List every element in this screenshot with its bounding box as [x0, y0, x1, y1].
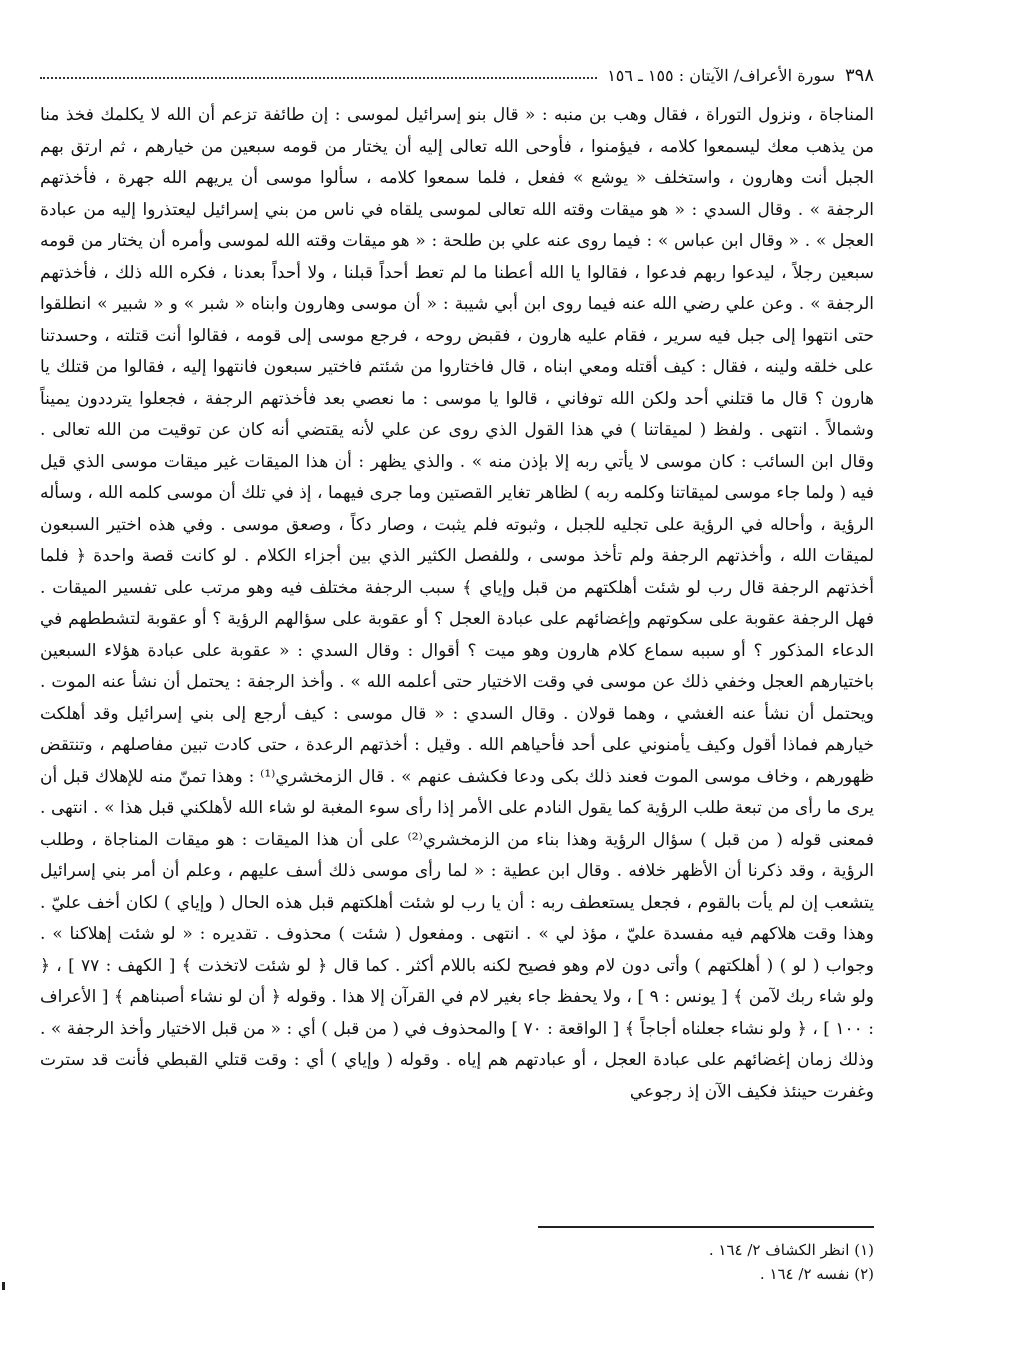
footnote-2: (٢) نفسه ٢/ ١٦٤ . [759, 1265, 874, 1283]
scan-margin-mark [2, 1282, 5, 1290]
body-text [40, 100, 874, 1108]
body-paragraph: المناجاة ، ونزول التوراة ، فقال وهب بن منبه : « قال بنو إسرائيل لموسى : إن طائفة تزعم أن الله لا يكلمك فخذ منا من يذهب معك ليسمعوا كلامه ، فيؤمنوا ، فأوحى الله تعالى إليه أن يختار من قومه سبعين من خيارهم ، ثم ارتق بهم الجبل أنت وهارون ، واستخلف « يوشع » ففعل ، فلما سمعوا كلامه ، سألوا موسى أن يريهم الله جهرة ، فأخذتهم الرجفة » . وقال السدي : « هو ميقات وقته الله تعالى لموسى يلقاه في ناس من بني إسرائيل ليعتذروا إليه من عبادة العجل » . « وقال ابن عباس » : فيما روى عنه علي بن طلحة : « هو ميقات وقته الله لموسى وأمره أن يختار من قومه سبعين رجلاً ، ليدعوا ربهم فدعوا ، فقالوا يا الله أعطنا ما لم تعط أحداً قبلنا ، ولا أحداً بعدنا ، فكره الله ذلك ، فأخذتهم الرجفة » . وعن علي رضي الله عنه فيما روى ابن أبي شيبة : « أن موسى وهارون وابناه « شبر » و « شبير » انطلقوا حتى انتهوا إلى جبل فيه سرير ، فقام عليه هارون ، فقبض روحه ، فرجع موسى إلى قومه ، فقالوا أنت قتلته ، وحسدتنا على خلقه ولينه ، فقال : كيف أقتله ومعي ابناه ، قال فاختاروا من شئتم فاختير سبعون فانتهوا إليه ، فقالوا من قتلك يا هارون ؟ قال ما قتلني أحد ولكن الله توفاني ، قالوا يا موسى : ما نعصي بعد فأخذتهم الرجفة ، فجعلوا يترددون يميناً وشمالاً . انتهى . ولفظ ( لميقاتنا ) في هذا القول الذي روى عن علي لأنه يقتضي أنه كان عن توقيت من الله تعالى . وقال ابن السائب : كان موسى لا يأتي ربه إلا بإذن منه » . والذي يظهر : أن هذا الميقات غير ميقات موسى الذي قيل فيه ( ولما جاء موسى لميقاتنا وكلمه ربه ) لظاهر تغاير القصتين وما جرى فيهما ، إذ في تلك أن موسى كلمه الله ، وسأله الرؤية ، وأحاله في الرؤية على تجليه للجبل ، وثبوته فلم يثبت ، وصار دكاً ، وصعق موسى . وفي هذه اختير السبعون لميقات الله ، وأخذتهم الرجفة ولم تأخذ موسى ، وللفصل الكثير الذي بين أجزاء الكلام . لو كانت قصة واحدة ﴿ فلما أخذتهم الرجفة قال رب لو شئت أهلكتهم من قبل وإياي ﴾ سبب الرجفة مختلف فيه وهو مرتب على تفسير الميقات . فهل الرجفة عقوبة على سكوتهم وإغضائهم على عبادة العجل ؟ أو عقوبة على سؤالهم الرؤية ؟ أو عقوبة لتشططهم في الدعاء المذكور ؟ أو سببه سماع كلام هارون وهو ميت ؟ أقوال : وقال السدي : « عقوبة على عبادة هؤلاء السبعين باختيارهم العجل وخفي ذلك عن موسى في وقت الاختيار حتى أعلمه الله » . وأخذ الرجفة : يحتمل أن نشأ عنه الموت . ويحتمل أن نشأ عنه الغشي ، وهما قولان . وقال السدي : « قال موسى : كيف أرجع إلى بني إسرائيل وقد أهلكت خيارهم فماذا أقول وكيف يأمنوني على أحد فأحياهم الله . وقيل : أخذتهم الرعدة ، حتى كادت تبين مفاصلهم ، وتنتقض ظهورهم ، وخاف موسى الموت فعند ذلك بكى ودعا فكشف عنهم » . قال الزمخشري⁽¹⁾ : وهذا تمنّ منه للإهلاك قبل أن يرى ما رأى من تبعة طلب الرؤية كما يقول النادم على الأمر إذا رأى سوء المغبة لو شاء الله لأهلكني قبل هذا » . انتهى . فمعنى قوله ( من قبل ) سؤال الرؤية وهذا بناء من الزمخشري⁽²⁾ على أن هذا الميقات : هو ميقات المناجاة ، وطلب الرؤية ، وقد ذكرنا أن الأظهر خلافه . وقال ابن عطية : « لما رأى موسى ذلك أسف عليهم ، وعلم أن أمر بني إسرائيل يتشعب إن لم يأت بالقوم ، فجعل يستعطف ربه : أن يا رب لو شئت أهلكتهم قبل هذه الحال ( وإياي ) لكان أخف عليّ . وهذا وقت هلاكهم فيه مفسدة عليّ ، مؤذ لي » . انتهى . ومفعول ( شئت ) محذوف . تقديره : « لو شئت إهلاكنا » . وجواب ( لو ) ( أهلكتهم ) وأتى دون لام وهو فصيح لكنه باللام أكثر . كما قال ﴿ لو شئت لاتخذت ﴾ [ الكهف : ٧٧ ] ، ﴿ ولو شاء ربك لآمن ﴾ [ يونس : ٩ ] ، ولا يحفظ جاء بغير لام في القرآن إلا هذا . وقوله ﴿ أن لو نشاء أصبناهم ﴾ [ الأعراف : ١٠٠ ] ، ﴿ ولو نشاء جعلناه أجاجاً ﴾ [ الواقعة : ٧٠ ] والمحذوف في ( من قبل ) أي : « من قبل الاختيار وأخذ الرجفة » . وذلك زمان إغضائهم على عبادة العجل ، أو عبادتهم هم إياه . وقوله ( وإياي ) أي : وقت قتلي القبطي فأنت قد سترت وغفرت حينئذ فكيف الآن إذ رجوعي [40, 105, 875, 1102]
page-header [40, 60, 874, 90]
page-number: ٣٩٨ [844, 64, 874, 86]
footnote-1: (١) انظر الكشاف ٢/ ١٦٤ . [708, 1241, 874, 1259]
footnote-separator [538, 1226, 874, 1228]
header-dotted-leader [40, 77, 597, 79]
footnotes [40, 1238, 874, 1286]
surah-title: سورة الأعراف/ الآيتان : ١٥٥ ـ ١٥٦ [607, 65, 835, 85]
